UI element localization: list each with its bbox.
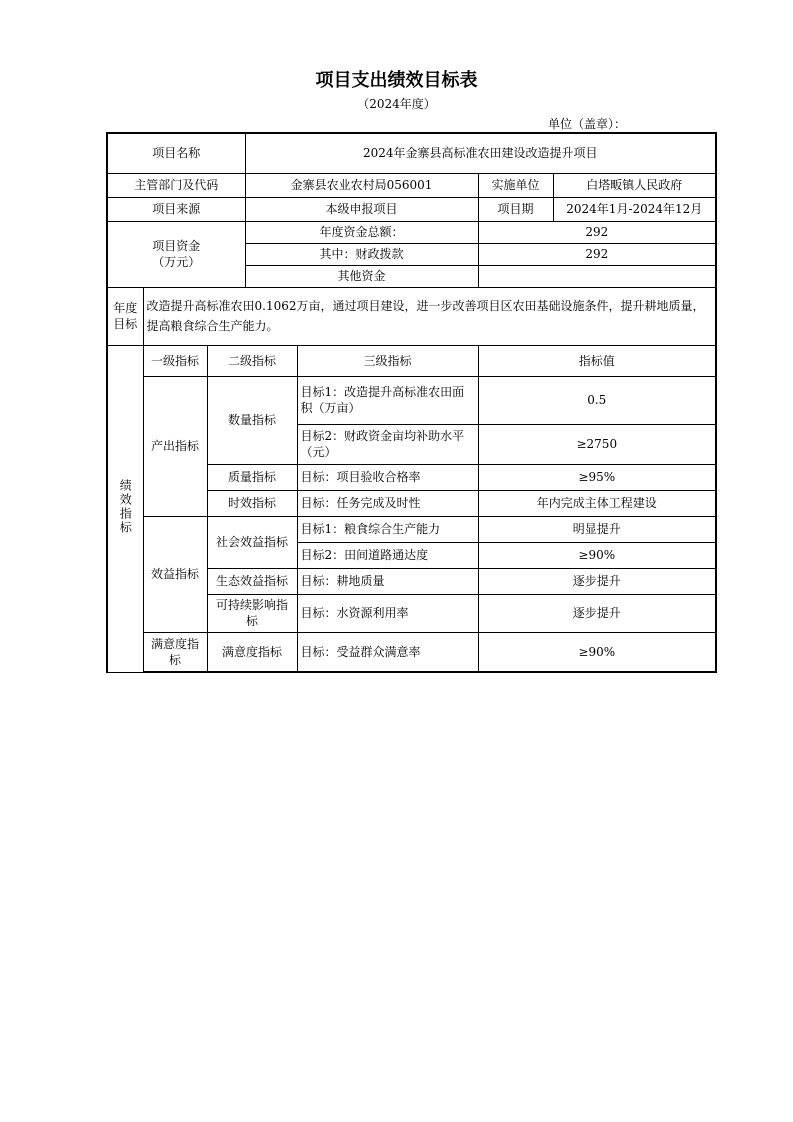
social-target-2: 目标2：田间道路通达度 (297, 542, 478, 568)
funds-total-label: 年度资金总额： (245, 221, 478, 243)
header-value: 指标值 (478, 345, 716, 376)
annual-goal-label: 年度 目标 (107, 287, 143, 345)
output-indicator-label: 产出指标 (143, 376, 207, 516)
quality-target: 目标：项目验收合格率 (297, 464, 478, 490)
row-annual-goal (107, 287, 716, 345)
performance-goal-table (106, 132, 717, 673)
unit-stamp-label: 单位（盖章）： (548, 117, 627, 131)
quality-target-value: ≥95% (478, 464, 716, 490)
period-value: 2024年1月-2024年12月 (553, 197, 716, 221)
sustainable-target: 目标：水资源利用率 (297, 594, 478, 632)
satisfaction-sub-label: 满意度指标 (207, 632, 297, 672)
row-project-name (107, 133, 716, 173)
quantity-indicator-label: 数量指标 (207, 376, 297, 464)
project-name-label: 项目名称 (107, 133, 245, 173)
year-subtitle: （2024年度） (357, 97, 436, 111)
header-level1: 一级指标 (143, 345, 207, 376)
row-source (107, 197, 716, 221)
source-label: 项目来源 (107, 197, 245, 221)
indicator-section-text: 绩效指标 (118, 478, 133, 535)
indicator-section-label (107, 345, 143, 672)
funds-other-label: 其他资金 (245, 265, 478, 287)
timeliness-target: 目标：任务完成及时性 (297, 490, 478, 516)
quality-indicator-label: 质量指标 (207, 464, 297, 490)
social-benefit-label: 社会效益指标 (207, 516, 297, 568)
source-value: 本级申报项目 (245, 197, 478, 221)
funds-total-value: 292 (478, 221, 716, 243)
funds-other-value (478, 265, 716, 287)
implementer-value: 白塔畈镇人民政府 (553, 173, 716, 197)
ecological-target: 目标：耕地质量 (297, 568, 478, 594)
quantity-target-1: 目标1：改造提升高标准农田面积（万亩） (297, 376, 478, 424)
satisfaction-indicator-label: 满意度指标 (143, 632, 207, 672)
row-quantity-1 (107, 376, 716, 424)
row-department (107, 173, 716, 197)
satisfaction-target: 目标：受益群众满意率 (297, 632, 478, 672)
page-title: 项目支出绩效目标表 (315, 70, 478, 91)
ecological-target-value: 逐步提升 (478, 568, 716, 594)
project-name-value: 2024年金寨县高标准农田建设改造提升项目 (245, 133, 716, 173)
row-funds-total (107, 221, 716, 243)
header-level2: 二级指标 (207, 345, 297, 376)
timeliness-indicator-label: 时效指标 (207, 490, 297, 516)
sustainable-impact-label: 可持续影响指标 (207, 594, 297, 632)
social-target-2-value: ≥90% (478, 542, 716, 568)
social-target-1: 目标1：粮食综合生产能力 (297, 516, 478, 542)
funds-fiscal-value: 292 (478, 243, 716, 265)
implementer-label: 实施单位 (478, 173, 553, 197)
period-label: 项目期 (478, 197, 553, 221)
header-level3: 三级指标 (297, 345, 478, 376)
department-label: 主管部门及代码 (107, 173, 245, 197)
funds-fiscal-label: 其中：财政拨款 (245, 243, 478, 265)
department-value: 金寨县农业农村局056001 (245, 173, 478, 197)
timeliness-target-value: 年内完成主体工程建设 (478, 490, 716, 516)
row-indicator-header (107, 345, 716, 376)
social-target-1-value: 明显提升 (478, 516, 716, 542)
quantity-target-2-value: ≥2750 (478, 424, 716, 464)
funds-label: 项目资金 （万元） (107, 221, 245, 287)
quantity-target-1-value: 0.5 (478, 376, 716, 424)
sustainable-target-value: 逐步提升 (478, 594, 716, 632)
benefit-indicator-label: 效益指标 (143, 516, 207, 632)
annual-goal-value: 改造提升高标准农田0.1062万亩，通过项目建设，进一步改善项目区农田基础设施条件，提升耕地质量，提高粮食综合生产能力。 (143, 287, 716, 345)
row-social-1 (107, 516, 716, 542)
quantity-target-2: 目标2：财政资金亩均补助水平（元） (297, 424, 478, 464)
ecological-benefit-label: 生态效益指标 (207, 568, 297, 594)
satisfaction-target-value: ≥90% (478, 632, 716, 672)
row-satisfaction (107, 632, 716, 672)
